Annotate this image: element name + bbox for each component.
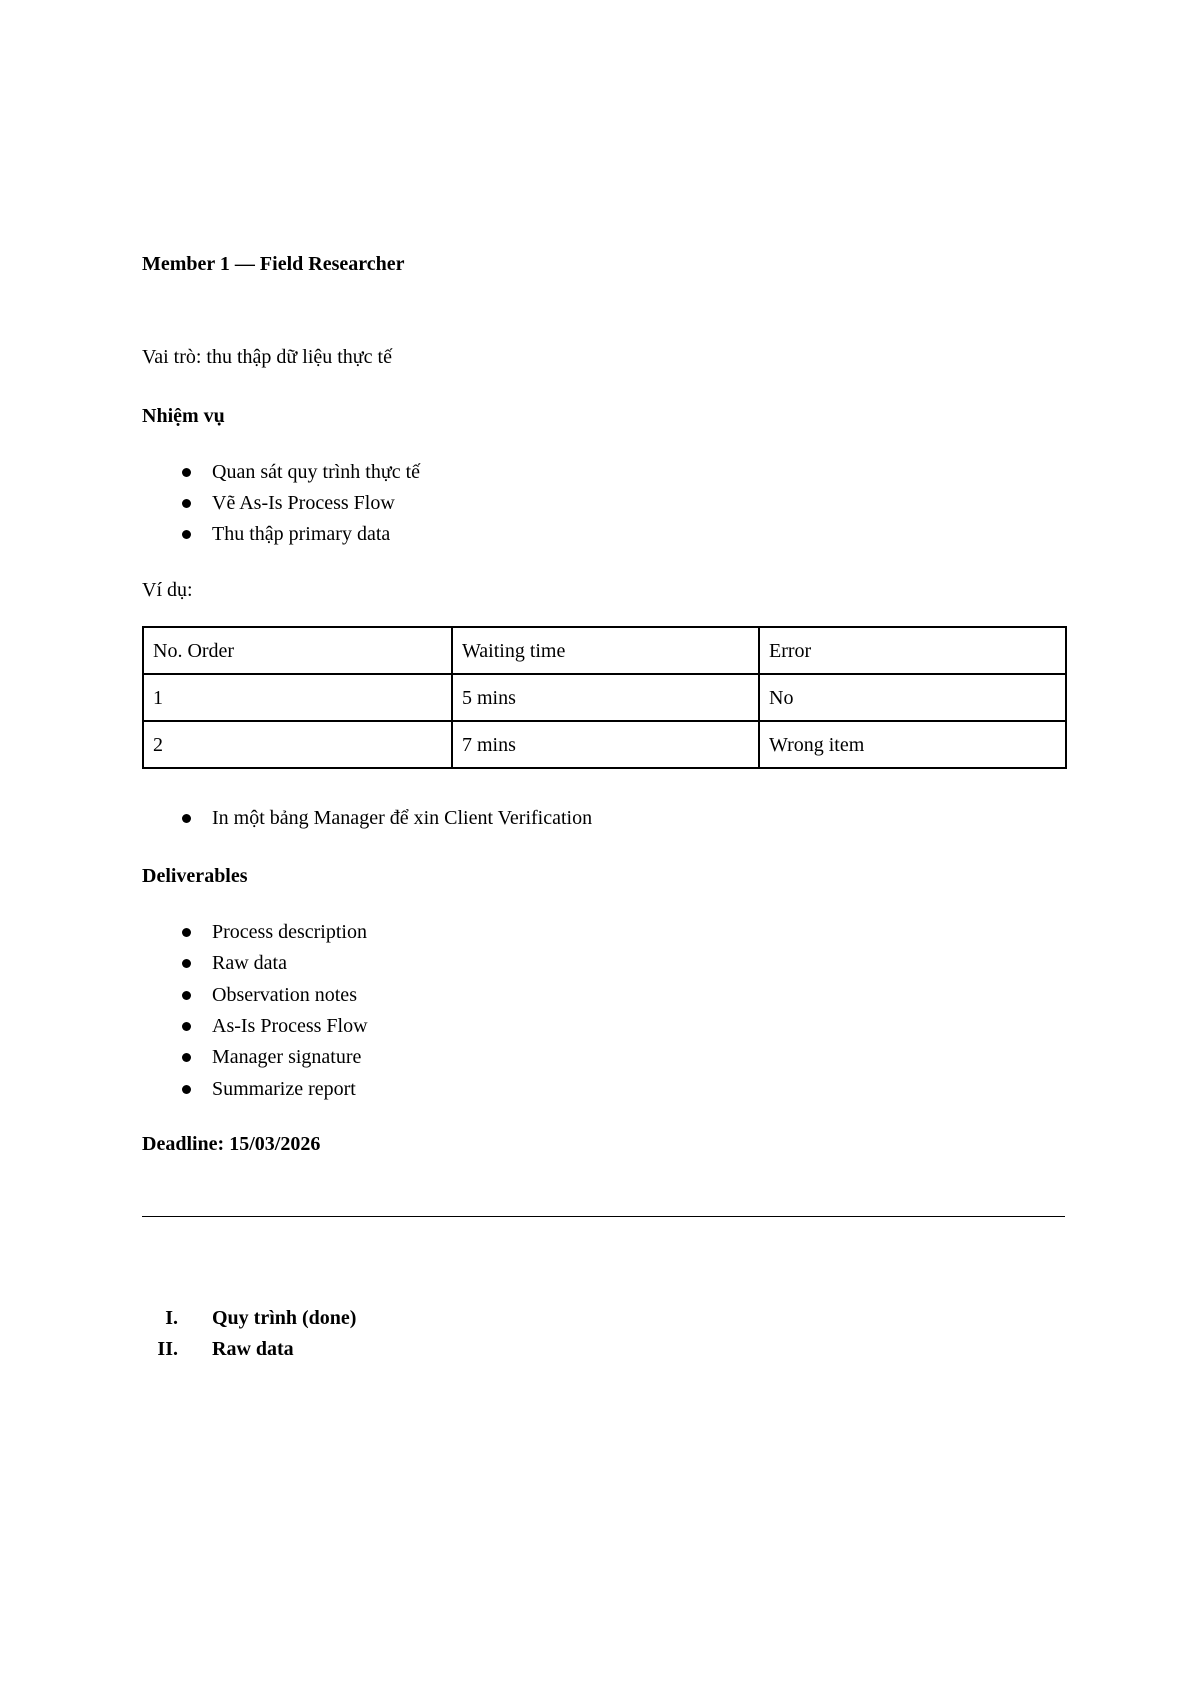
list-item-text: Process description xyxy=(212,921,367,943)
section-title: Quy trình (done) xyxy=(212,1307,357,1329)
table-row xyxy=(143,674,1066,721)
data-table xyxy=(142,626,1067,769)
section-title: Raw data xyxy=(212,1338,294,1360)
table-header-cell: Waiting time xyxy=(452,627,759,674)
table-cell: Wrong item xyxy=(759,721,1066,768)
table-row xyxy=(143,721,1066,768)
list-item-text: In một bảng Manager để xin Client Verification xyxy=(212,807,593,829)
list-item-text: Quan sát quy trình thực tế xyxy=(212,461,421,483)
bullet-icon xyxy=(182,1053,191,1062)
role-line: Vai trò: thu thập dữ liệu thực tế xyxy=(142,346,392,368)
table-header-row xyxy=(143,627,1066,674)
table-header-cell: No. Order xyxy=(143,627,452,674)
section-number: II. xyxy=(157,1338,178,1360)
bullet-icon xyxy=(182,1085,191,1094)
document-heading: Member 1 — Field Researcher xyxy=(142,253,405,275)
bullet-icon xyxy=(182,530,191,539)
table-cell: No xyxy=(759,674,1066,721)
table-cell: 1 xyxy=(143,674,452,721)
tasks-heading: Nhiệm vụ xyxy=(142,405,225,427)
list-item-text: Observation notes xyxy=(212,984,357,1006)
deliverables-heading: Deliverables xyxy=(142,865,248,887)
section-number: I. xyxy=(165,1307,178,1329)
list-item-text: Thu thập primary data xyxy=(212,523,391,545)
bullet-icon xyxy=(182,959,191,968)
bullet-icon xyxy=(182,499,191,508)
list-item-text: Raw data xyxy=(212,952,287,974)
list-item-text: Summarize report xyxy=(212,1078,356,1100)
bullet-icon xyxy=(182,1022,191,1031)
list-item-text: Vẽ As-Is Process Flow xyxy=(212,492,395,514)
example-label: Ví dụ: xyxy=(142,579,193,601)
table-header-cell: Error xyxy=(759,627,1066,674)
table-cell: 5 mins xyxy=(452,674,759,721)
bullet-icon xyxy=(182,468,191,477)
bullet-icon xyxy=(182,991,191,1000)
table-cell: 7 mins xyxy=(452,721,759,768)
deadline: Deadline: 15/03/2026 xyxy=(142,1133,321,1155)
horizontal-divider xyxy=(142,1216,1065,1217)
table-cell: 2 xyxy=(143,721,452,768)
list-item-text: Manager signature xyxy=(212,1046,362,1068)
bullet-icon xyxy=(182,928,191,937)
bullet-icon xyxy=(182,814,191,823)
list-item-text: As-Is Process Flow xyxy=(212,1015,368,1037)
